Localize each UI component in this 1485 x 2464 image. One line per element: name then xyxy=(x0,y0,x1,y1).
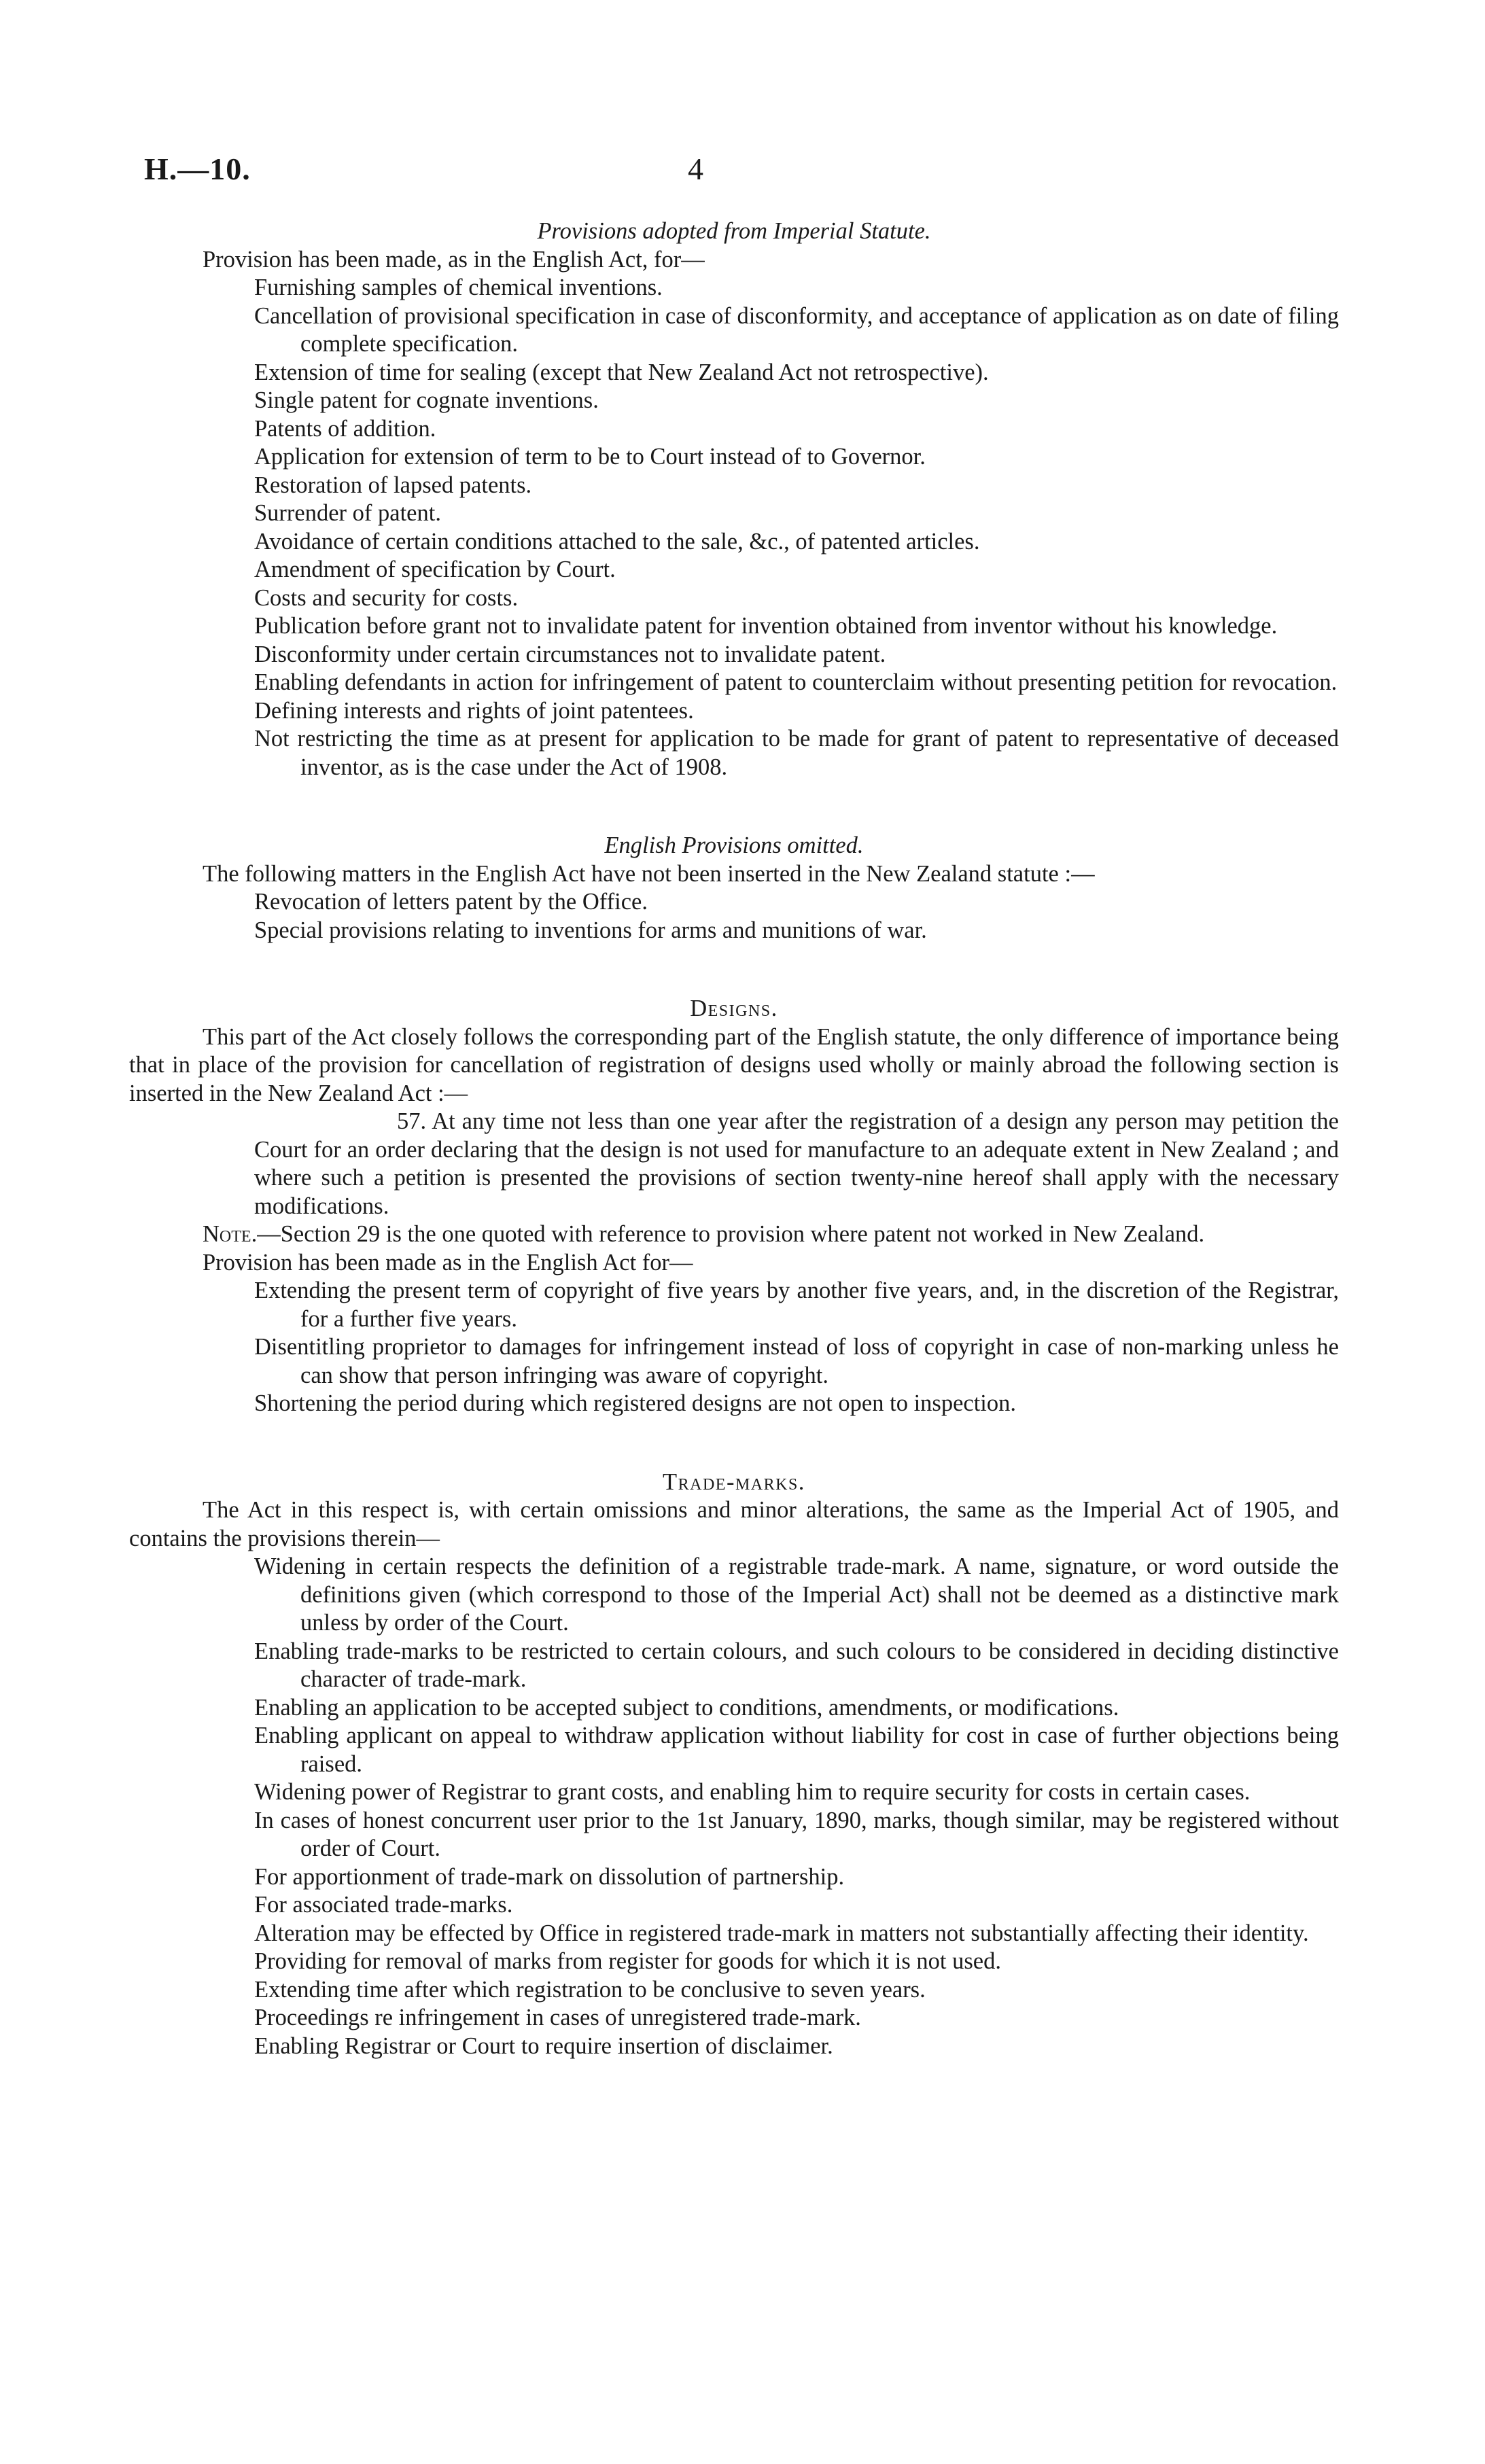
list-item: Enabling trade-marks to be restricted to certain colours, and such colours to be considered in deciding distinctive character of trade-mark. xyxy=(254,1638,1339,1692)
list-item: Widening power of Registrar to grant costs, and enabling him to require security for costs in certain cases. xyxy=(254,1779,1251,1805)
list-item: Enabling applicant on appeal to withdraw application without liability for cost in case of further objections being raised. xyxy=(254,1723,1339,1777)
list-item: Revocation of letters patent by the Office. xyxy=(254,889,648,915)
designs-note xyxy=(129,1220,1339,1249)
list-item: Furnishing samples of chemical inventions. xyxy=(254,275,663,300)
trademarks-section xyxy=(129,1468,1339,2061)
list-item: Shortening the period during which registered designs are not open to inspection. xyxy=(254,1390,1016,1416)
list-item: For associated trade-marks. xyxy=(254,1892,513,1918)
section-spacer xyxy=(129,945,1339,995)
list-item: Extending the present term of copyright of five years by another five years, and, in the discretion of the Registrar, for a further five years. xyxy=(254,1278,1339,1332)
omitted-provisions-intro: The following matters in the English Act have not been inserted in the New Zealand statute :— xyxy=(203,860,1095,887)
list-item: Publication before grant not to invalidate patent for invention obtained from inventor without his knowledge. xyxy=(254,613,1278,639)
imperial-provisions-section xyxy=(129,217,1339,781)
omitted-provisions-heading: English Provisions omitted. xyxy=(604,832,864,858)
list-item: Surrender of patent. xyxy=(254,500,441,526)
imperial-provisions-list xyxy=(129,274,1339,781)
list-item: Patents of addition. xyxy=(254,415,436,442)
note-text: —Section 29 is the one quoted with reference to provision where patent not worked in New Zealand. xyxy=(257,1221,1205,1247)
list-item: Costs and security for costs. xyxy=(254,584,519,611)
omitted-provisions-list xyxy=(129,888,1339,945)
document-reference: H.—10. xyxy=(144,152,251,186)
section-57-quote: 57. At any time not less than one year after the registration of a design any person may petition the Court for an order declaring that the design is not used for manufacture to an adequate extent in New Zealand ; and where such a petition is presented the provisions of section twenty-nine hereof shall apply with the necessary modifications. xyxy=(254,1108,1339,1219)
list-item: Not restricting the time as at present for application to be made for grant of patent to representative of deceased inventor, as is the case under the Act of 1908. xyxy=(254,726,1339,780)
list-item: Special provisions relating to inventions for arms and munitions of war. xyxy=(254,917,927,943)
list-item: Extending time after which registration to be conclusive to seven years. xyxy=(254,1976,926,2003)
designs-heading: Designs. xyxy=(690,996,778,1021)
designs-section xyxy=(129,995,1339,1418)
section-spacer xyxy=(129,1418,1339,1468)
list-item: Cancellation of provisional specification in case of disconformity, and acceptance of application as on date of filing complete specification. xyxy=(254,302,1339,357)
list-item: Proceedings re infringement in cases of unregistered trade-mark. xyxy=(254,2005,861,2030)
trademarks-provisions-list xyxy=(129,1553,1339,2060)
page-number: 4 xyxy=(688,152,703,186)
note-label: Note. xyxy=(203,1221,258,1247)
list-item: Enabling defendants in action for infringement of patent to counterclaim without presenting petition for revocation. xyxy=(254,669,1338,695)
designs-intro: This part of the Act closely follows the corresponding part of the English statute, the only difference of importance being that in place of the provision for cancellation of registration of designs used wholly or mainly abroad the following section is inserted in the New Zealand Act :— xyxy=(129,1023,1339,1106)
list-item: Single patent for cognate inventions. xyxy=(254,387,599,413)
omitted-provisions-section xyxy=(129,832,1339,945)
list-item: Defining interests and rights of joint patentees. xyxy=(254,697,694,724)
list-item: Avoidance of certain conditions attached to the sale, &c., of patented articles. xyxy=(254,528,980,555)
list-item: Disconformity under certain circumstances not to invalidate patent. xyxy=(254,641,886,667)
list-item: Enabling Registrar or Court to require insertion of disclaimer. xyxy=(254,2032,833,2059)
list-item: Alteration may be effected by Office in registered trade-mark in matters not substantially affecting their identity. xyxy=(254,1920,1309,1946)
list-item: Enabling an application to be accepted subject to conditions, amendments, or modifications. xyxy=(254,1694,1119,1721)
designs-provisions-list xyxy=(129,1277,1339,1418)
page-body xyxy=(129,217,1339,2060)
list-item: Widening in certain respects the definition of a registrable trade-mark. A name, signature, or word outside the definitions given (which correspond to those of the Imperial Act) shall not be deemed as a distinctive mark unless by order of the Court. xyxy=(254,1553,1339,1636)
imperial-provisions-heading: Provisions adopted from Imperial Statute. xyxy=(537,218,931,244)
trademarks-heading: Trade-marks. xyxy=(663,1468,805,1495)
list-item: Application for extension of term to be to Court instead of to Governor. xyxy=(254,444,926,470)
list-item: Providing for removal of marks from register for goods for which it is not used. xyxy=(254,1948,1001,1974)
list-item: Amendment of specification by Court. xyxy=(254,557,616,582)
section-spacer xyxy=(129,781,1339,832)
list-item: For apportionment of trade-mark on dissolution of partnership. xyxy=(254,1863,845,1890)
list-item: Restoration of lapsed patents. xyxy=(254,472,532,498)
list-item: In cases of honest concurrent user prior to the 1st January, 1890, marks, though similar, may be registered without order of Court. xyxy=(254,1807,1339,1861)
designs-provision-intro: Provision has been made as in the English Act for— xyxy=(203,1249,693,1275)
trademarks-intro: The Act in this respect is, with certain omissions and minor alterations, the same as the Imperial Act of 1905, and contains the provisions therein— xyxy=(129,1497,1339,1551)
list-item: Disentitling proprietor to damages for infringement instead of loss of copyright in case of non-marking unless he can show that person infringing was aware of copyright. xyxy=(254,1334,1339,1388)
list-item: Extension of time for sealing (except that New Zealand Act not retrospective). xyxy=(254,359,989,385)
imperial-provisions-intro: Provision has been made, as in the English Act, for— xyxy=(203,246,705,272)
